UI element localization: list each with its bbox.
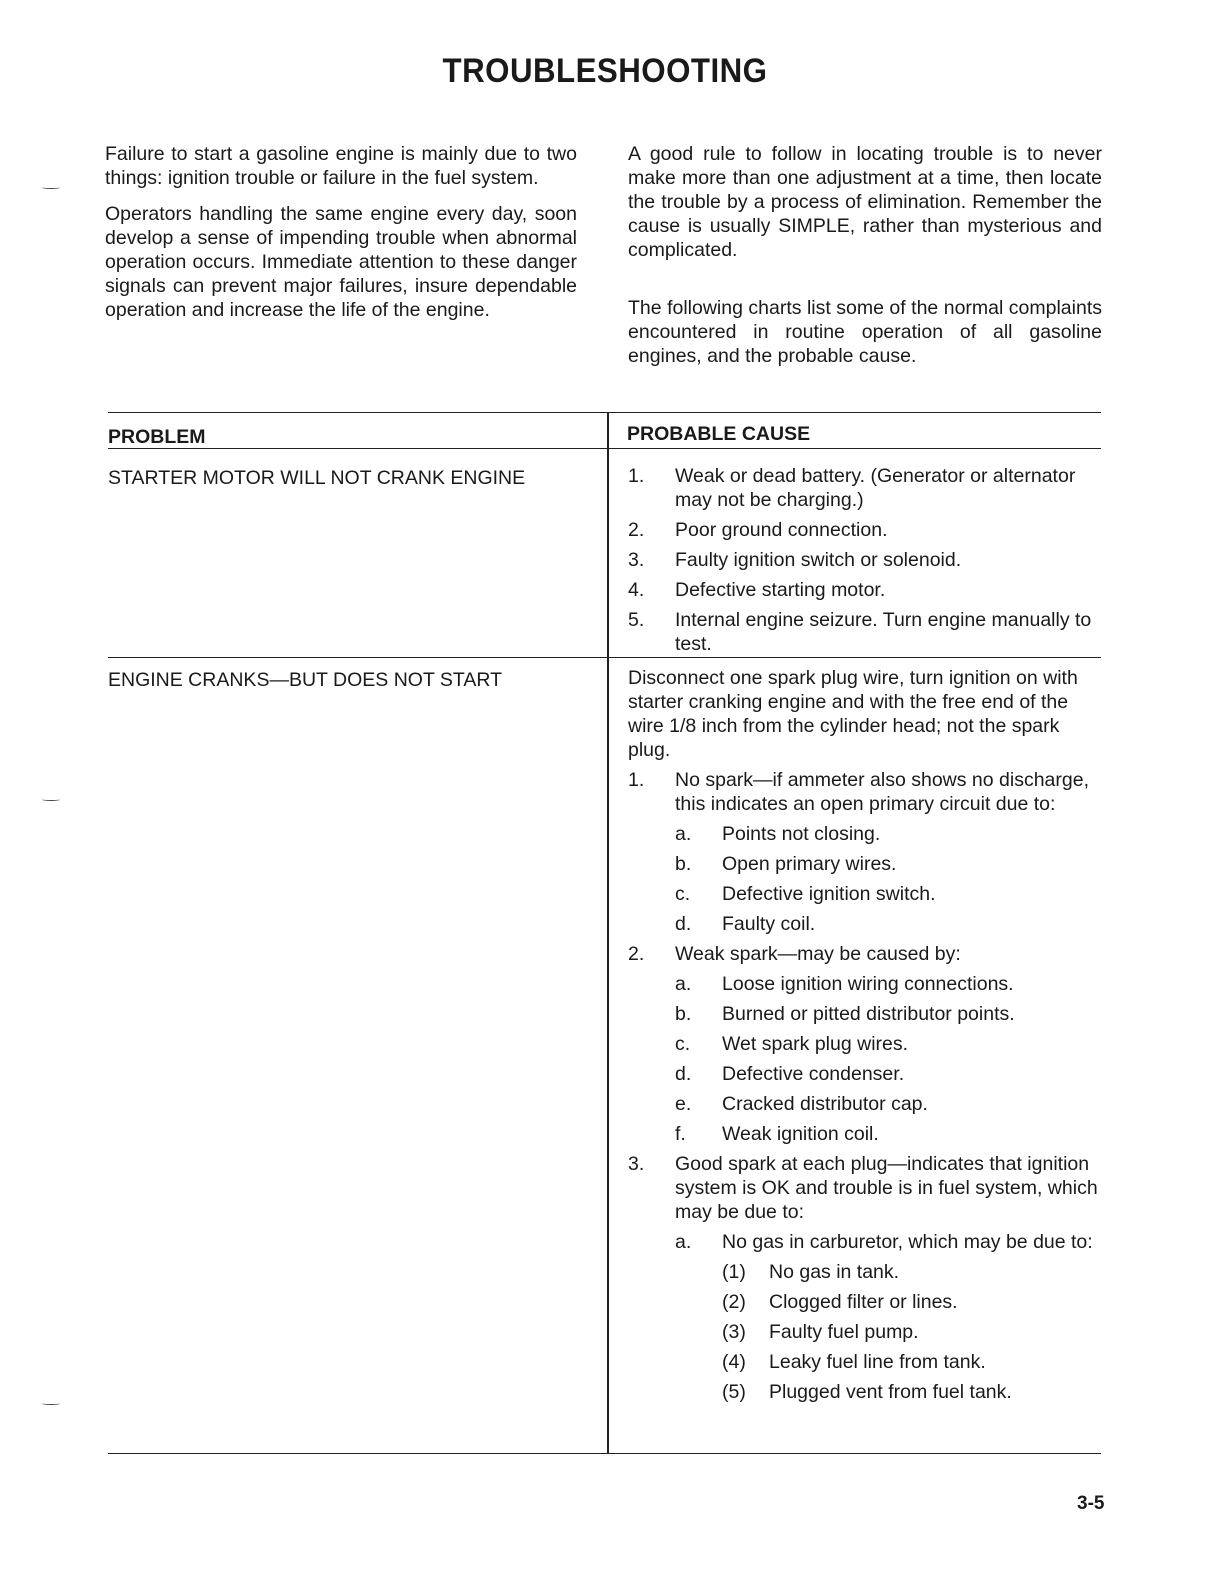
list-item: 4. Defective starting motor. — [628, 579, 886, 601]
table-bottom-rule — [108, 1453, 1101, 1454]
troubleshooting-table — [108, 412, 1101, 1456]
list-item: e. Cracked distributor cap. — [675, 1093, 928, 1115]
list-item: 1. Weak or dead battery. (Generator or alternator may not be charging.) — [628, 465, 1076, 511]
list-item: 2. Poor ground connection. — [628, 519, 888, 541]
header-rule — [108, 448, 1101, 449]
causes-starter-motor — [628, 464, 1102, 662]
list-item: (1) No gas in tank. — [722, 1261, 900, 1283]
list-item: 3. Good spark at each plug—indicates that ignition system is OK and trouble is in fuel system, which may be due to: — [628, 1153, 1098, 1223]
list-item: (5) Plugged vent from fuel tank. — [722, 1381, 1012, 1403]
list-item: 3. Faulty ignition switch or solenoid. — [628, 549, 962, 571]
list-item: (4) Leaky fuel line from tank. — [722, 1351, 986, 1373]
intro-paragraph: A good rule to follow in locating trouble is to never make more than one adjustment at a time, then locate the trouble by a process of elimination. Remember the cause is usually SIMPLE, rather than mysterious and complicated. — [628, 143, 1102, 261]
causes-engine-cranks — [628, 666, 1102, 1410]
list-item: (3) Faulty fuel pump. — [722, 1321, 919, 1343]
list-item: b. Open primary wires. — [675, 853, 897, 875]
binding-hole-mark — [42, 1402, 60, 1405]
list-item: 1. No spark—if ammeter also shows no discharge, this indicates an open primary circuit due to: — [628, 769, 1090, 815]
list-item: 2. Weak spark—may be caused by: — [628, 943, 961, 965]
page-title: TROUBLESHOOTING — [442, 52, 768, 90]
problem-engine-cranks: ENGINE CRANKS—BUT DOES NOT START — [108, 669, 503, 691]
intro-paragraph: Operators handling the same engine every day, soon develop a sense of impending trouble when abnormal operation occurs. Immediate attention to these danger signals can prevent major failures, insure dependable operation and increase the life of the engine. — [105, 203, 577, 321]
list-item: d. Defective condenser. — [675, 1063, 905, 1085]
intro-paragraph: Failure to start a gasoline engine is mainly due to two things: ignition trouble or failure in the fuel system. — [105, 143, 577, 189]
column-divider — [607, 412, 609, 1454]
intro-left-column — [105, 142, 577, 334]
binding-hole-mark — [42, 186, 60, 189]
table-top-rule — [108, 412, 1101, 413]
problem-starter-motor: STARTER MOTOR WILL NOT CRANK ENGINE — [108, 467, 526, 489]
list-item: f. Weak ignition coil. — [675, 1123, 879, 1145]
list-item: d. Faulty coil. — [675, 913, 816, 935]
list-item: a. Loose ignition wiring connections. — [675, 973, 1014, 995]
cause-intro: Disconnect one spark plug wire, turn ignition on with starter cranking engine and with the free end of the wire 1/8 inch from the cylinder head; not the spark plug. — [628, 667, 1078, 761]
list-item: b. Burned or pitted distributor points. — [675, 1003, 1015, 1025]
page-number: 3-5 — [1077, 1493, 1105, 1514]
list-item: c. Wet spark plug wires. — [675, 1033, 909, 1055]
header-problem: PROBLEM — [108, 426, 206, 448]
list-item: (2) Clogged filter or lines. — [722, 1291, 958, 1313]
intro-paragraph: The following charts list some of the normal complaints encountered in routine operation of all gasoline engines, and the probable cause. — [628, 297, 1102, 367]
list-item: 5. Internal engine seizure. Turn engine manually to test. — [628, 609, 1092, 655]
header-probable-cause: PROBABLE CAUSE — [627, 423, 811, 445]
list-item: a. No gas in carburetor, which may be due to: — [675, 1231, 1093, 1253]
intro-right-column — [628, 142, 1102, 380]
binding-hole-mark — [42, 798, 60, 801]
list-item: c. Defective ignition switch. — [675, 883, 936, 905]
list-item: a. Points not closing. — [675, 823, 881, 845]
